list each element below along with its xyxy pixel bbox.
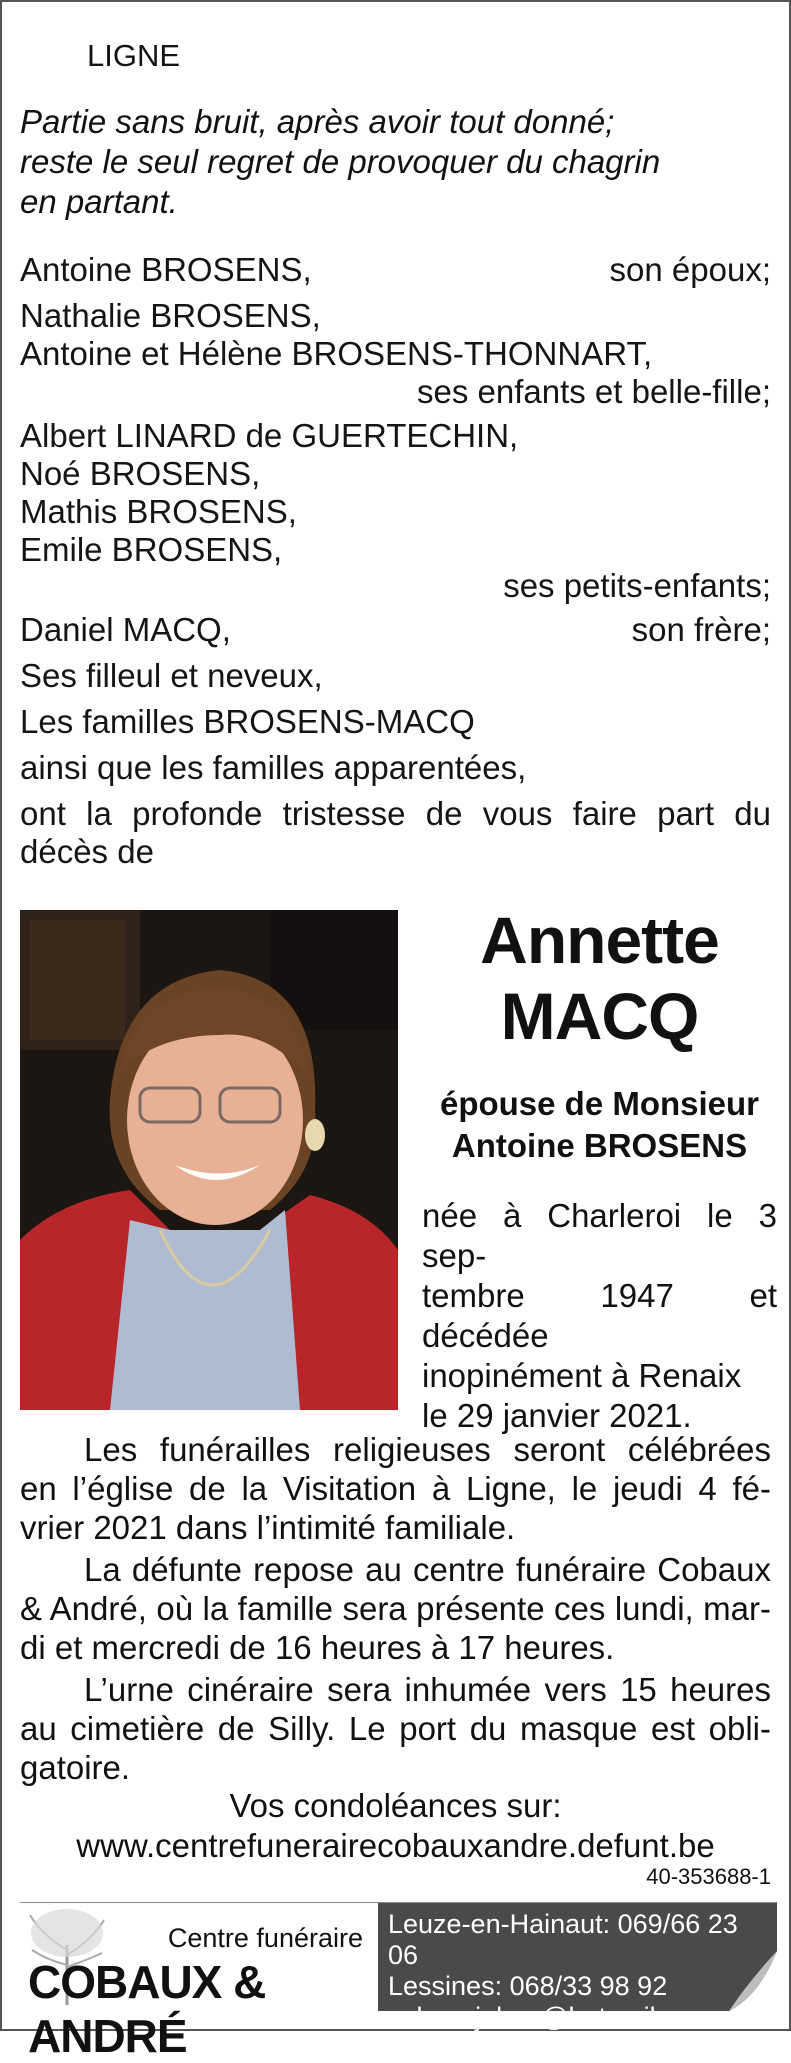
spouse-row xyxy=(20,250,771,290)
child-name: Antoine et Hélène BROSENS-THONNART, xyxy=(20,335,653,372)
birth-line: tembre 1947 et décédée xyxy=(422,1277,777,1354)
birth-line: le 29 janvier 2021. xyxy=(422,1397,692,1434)
poem-line: en partant. xyxy=(20,183,178,220)
funeral-home-logo xyxy=(20,1903,375,2062)
portrait-photo xyxy=(20,910,398,1410)
related-families-line: ainsi que les familles apparentées, xyxy=(20,749,527,786)
spouse-line: Antoine BROSENS xyxy=(451,1127,748,1164)
paragraph-line: & André, où la famille sera présente ces lundi, mar- xyxy=(20,1590,771,1627)
funeral-paragraph xyxy=(20,1430,771,1547)
brother-relation: son frère; xyxy=(631,611,771,648)
reference-number: 40-353688-1 xyxy=(646,1864,771,1889)
poem xyxy=(20,102,740,222)
children-relation: ses enfants et belle-fille; xyxy=(416,373,771,410)
funeral-home-subtitle: Centre funéraire xyxy=(167,1923,363,1953)
paragraph-line: vrier 2021 dans l’intimité familiale. xyxy=(20,1509,516,1546)
rest-paragraph xyxy=(20,1550,771,1667)
paragraph-line: L’urne cinéraire sera inhumée vers 15 heures xyxy=(84,1671,771,1708)
brother-name: Daniel MACQ, xyxy=(20,611,231,648)
contact-email[interactable]: cobauxjohan@hotmail.com xyxy=(388,2002,715,2032)
grandchild-name: Emile BROSENS, xyxy=(20,531,283,568)
condolences-link[interactable]: www.centrefunerairecobauxandre.defunt.be xyxy=(76,1827,715,1864)
contact-phone-lessines: Lessines: 068/33 98 92 xyxy=(388,1971,668,2001)
birth-line: inopinément à Renaix xyxy=(422,1357,742,1394)
urn-paragraph xyxy=(20,1670,771,1787)
spouse-relation: son époux; xyxy=(609,251,771,288)
deceased-first-name: Annette xyxy=(480,903,719,977)
funeral-home-name: COBAUX & ANDRÉ xyxy=(28,1956,266,2062)
brother-row xyxy=(20,610,771,650)
grandchild-name: Noé BROSENS, xyxy=(20,455,261,492)
paragraph-line: Les funérailles religieuses seront célébrées xyxy=(84,1431,771,1468)
grandchildren-relation: ses petits-enfants; xyxy=(503,567,771,604)
place-heading: LIGNE xyxy=(87,38,181,73)
families-line: Les familles BROSENS-MACQ xyxy=(20,703,475,740)
paragraph-line: en l’église de la Visitation à Ligne, le jeudi 4 fé- xyxy=(20,1470,771,1507)
contact-phone-leuze: Leuze-en-Hainaut: 069/66 23 06 xyxy=(388,1909,738,1970)
spouse-line: épouse de Monsieur xyxy=(439,1085,760,1122)
birth-death-info xyxy=(422,1196,777,1436)
grandchild-name: Mathis BROSENS, xyxy=(20,493,297,530)
paragraph-line: di et mercredi de 16 heures à 17 heures. xyxy=(20,1629,615,1666)
grandchild-name: Albert LINARD de GUERTECHIN, xyxy=(20,417,519,454)
paragraph-line: La défunte repose au centre funéraire Cobaux xyxy=(84,1551,771,1588)
poem-line: reste le seul regret de provoquer du chagrin xyxy=(20,143,661,180)
spouse-name: Antoine BROSENS, xyxy=(20,251,312,288)
announcement-line: décès de xyxy=(20,833,154,870)
page-curl-icon xyxy=(729,1951,777,2011)
contact-panel xyxy=(378,1903,777,2032)
child-name: Nathalie BROSENS, xyxy=(20,297,321,334)
deceased-last-name: MACQ xyxy=(500,979,699,1053)
birth-line: née à Charleroi le 3 sep- xyxy=(422,1197,777,1274)
funeral-home-banner xyxy=(20,1902,777,2062)
godchildren-line: Ses filleul et neveux, xyxy=(20,657,323,694)
paragraph-line: gatoire. xyxy=(20,1749,131,1786)
announcement-line: ont la profonde tristesse de vous faire part du xyxy=(20,795,771,832)
paragraph-line: au cimetière de Silly. Le port du masque est obli- xyxy=(20,1710,771,1747)
condolences-label: Vos condoléances sur: xyxy=(229,1787,562,1824)
poem-line: Partie sans bruit, après avoir tout donné; xyxy=(20,103,615,140)
